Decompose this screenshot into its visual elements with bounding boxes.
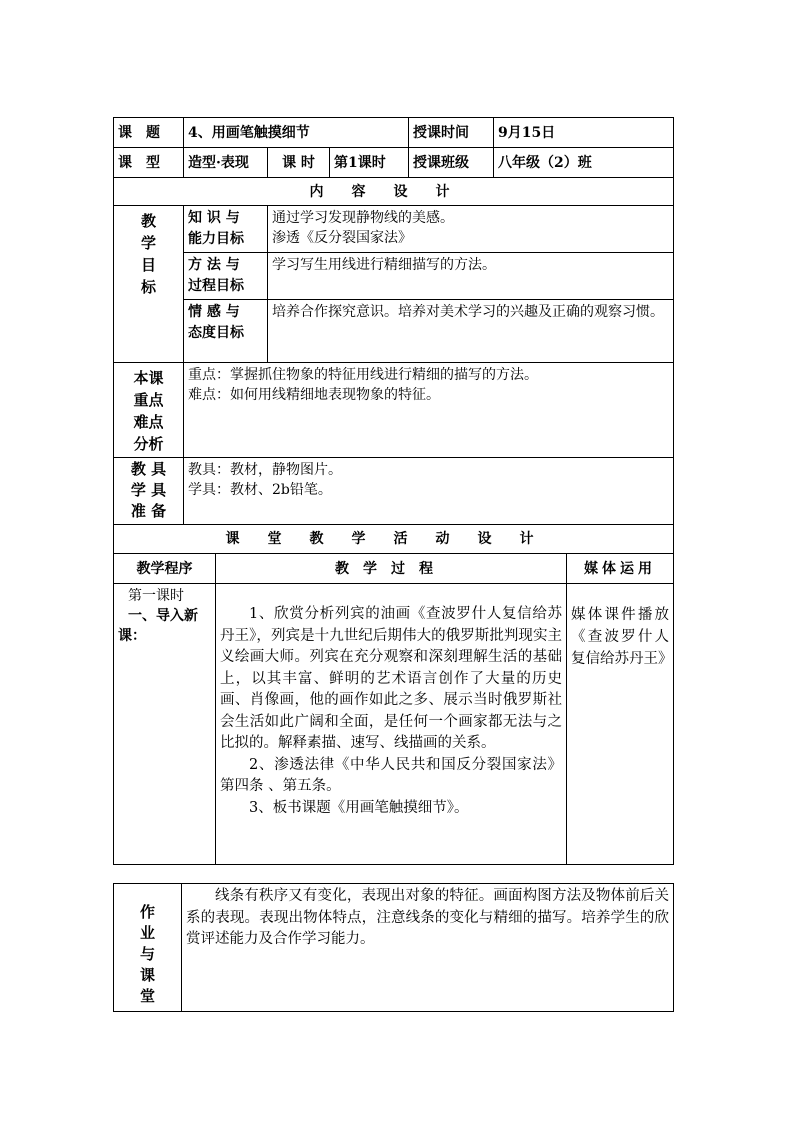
time-label: 授课时间 — [409, 118, 494, 148]
media-header: 媒体运用 — [567, 554, 674, 584]
process-paragraph-3: 3、板书课题《用画笔触摸细节》。 — [249, 799, 469, 816]
emotion-goal-text: 培养合作探究意识。培养对美术学习的兴趣及正确的观察习惯。 — [268, 300, 674, 363]
topic-label: 课 题 — [114, 118, 184, 148]
class-label: 授课班级 — [409, 148, 494, 178]
lesson-plan-table — [113, 117, 674, 865]
lesson-step-title-2: 课： — [118, 628, 146, 644]
lesson-step-title: 一、导入新 — [128, 608, 198, 624]
period-value: 第1课时 — [330, 148, 409, 178]
class-value: 八年级（2）班 — [494, 148, 674, 178]
process-header: 教学过程 — [216, 554, 567, 584]
lesson-procedure-cell — [114, 584, 216, 865]
knowledge-goal-text: 通过学习发现静物线的美感。 渗透《反分裂国家法》 — [268, 206, 674, 253]
homework-text: 线条有秩序又有变化，表现出对象的特征。画面构图方法及物体前后关系的表现。表现出物体特点，注意线条的变化与精细的描写。培养学生的欣赏评述能力及合作学习能力。 — [182, 884, 674, 1012]
emotion-goal-label: 情 感 与 态度目标 — [184, 300, 268, 363]
process-paragraph-2: 2、渗透法律《中华人民共和国反分裂国家法》第四条 、第五条。 — [220, 756, 563, 794]
method-goal-text: 学习写生用线进行精细描写的方法。 — [268, 253, 674, 300]
key-points-label: 本课 重点 难点 分析 — [114, 363, 184, 458]
procedure-header: 教学程序 — [114, 554, 216, 584]
goals-label: 教 学 目 标 — [114, 206, 184, 363]
lesson-period: 第一课时 — [128, 588, 184, 604]
period-label: 课 时 — [268, 148, 330, 178]
type-label: 课 型 — [114, 148, 184, 178]
homework-table — [113, 883, 674, 1012]
tools-label: 教 具 学 具 准 备 — [114, 458, 184, 525]
lesson-process-cell — [216, 584, 567, 865]
homework-label: 作 业 与 课 堂 — [114, 884, 182, 1012]
tools-text: 教具：教材，静物图片。 学具：教材、2b铅笔。 — [184, 458, 674, 525]
method-goal-label: 方 法 与 过程目标 — [184, 253, 268, 300]
design-title: 内容设计 — [114, 178, 674, 206]
key-points-text: 重点：掌握抓住物象的特征用线进行精细的描写的方法。 难点：如何用线精细地表现物象的特征。 — [184, 363, 674, 458]
time-value: 9月15日 — [494, 118, 674, 148]
lesson-media-cell: 媒体课件播放《查波罗什人复信给苏丹王》 — [567, 584, 674, 865]
knowledge-goal-label: 知 识 与 能力目标 — [184, 206, 268, 253]
topic-value: 4、用画笔触摸细节 — [184, 118, 409, 148]
process-paragraph-1: 1、欣赏分析列宾的油画《查波罗什人复信给苏丹王》，列宾是十九世纪后期伟大的俄罗斯批判现实主义绘画大师。列宾在充分观察和深刻理解生活的基础上，以其丰富、鲜明的艺术语言创作了大量的历史画、肖像画，他的画作如此之多、展示当时俄罗斯社会生活如此广阔和全面，是任何一个画家都无法与之比拟的。解释素描、速写、线描画的关系。 — [220, 606, 563, 751]
activity-title: 课堂教学活动设计 — [114, 525, 674, 554]
type-value: 造型·表现 — [184, 148, 268, 178]
